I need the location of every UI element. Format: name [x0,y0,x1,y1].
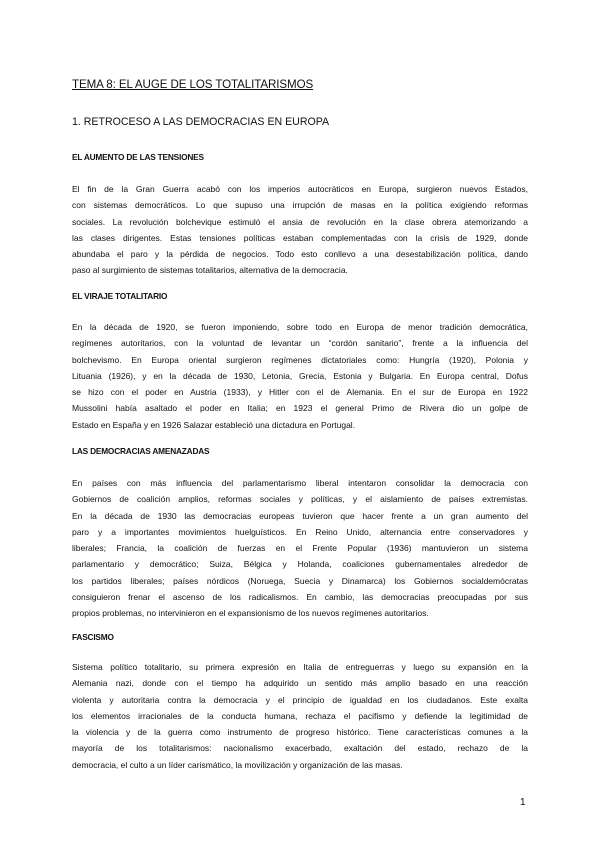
paragraph-line: democracia, el culto a un líder carismático, la movilización y organización de las masas. [72,759,403,770]
subheading-aumento-tensiones: EL AUMENTO DE LAS TENSIONES [72,152,204,162]
paragraph-line: Sistema político totalitario, su primera expresión en Italia de entreguerras y luego su expansión en la [72,662,528,672]
subheading-fascismo: FASCISMO [72,632,114,642]
paragraph-line: Estado en España y en 1926 Salazar estableció una dictadura en Portugal. [72,419,356,430]
paragraph-line: paso al surgimiento de sistemas totalitarios, alternativa de la democracia. [72,265,348,276]
paragraph-line: parlamentario y democrático; Suiza, Bélgica y Holanda, coaliciones gubernamentales alrededor de [72,559,528,570]
paragraph-viraje-totalitario [72,319,528,433]
paragraph-line: Gobiernos de coalición amplios, reformas sociales y políticas, y el aislamiento de países extremistas. [72,494,528,505]
paragraph-line: sociales. La revolución bolchevique estimuló el ansia de revolución en la clase obrera atemorizando a [72,216,528,227]
paragraph-line: Mussolini había asaltado el poder en Italia; en 1923 el general Primo de Rivera dio un golpe de [72,403,528,414]
paragraph-line: regímenes autoritarios, con la voluntad de levantar un “cordón sanitario”, frente a la influencia del [72,338,528,349]
paragraph-line: bolchevismo. En Europa oriental surgieron regímenes dictatoriales como: Hungría (1920), Polonia y [72,354,528,365]
paragraph-aumento-tensiones [72,181,528,279]
paragraph-line: se hizo con el poder en Austria (1933), y Hitler con el de Alemania. En el sur de Europa en 1922 [72,387,528,398]
paragraph-line: los partidos liberales; países nórdicos (Noruega, Suecia y Dinamarca) los Gobiernos socialdemócratas [72,575,528,586]
paragraph-line: Lituania (1926), y en la década de 1930, Letonia, Grecia, Estonia y Bulgaria. En Europa central, Dofus [72,370,528,381]
subheading-viraje-totalitario: EL VIRAJE TOTALITARIO [72,291,168,301]
paragraph-line: El fin de la Gran Guerra acabó con los imperios autocráticos en Europa, surgieron nuevos Estados, [72,184,528,194]
paragraph-line: En la década de 1920, se fueron imponiendo, sobre todo en Europa de menor tradición democrática, [72,322,528,332]
paragraph-line: Alemania nazi, donde con el tiempo ha adquirido un sentido más amplio basado en una reacción [72,678,528,689]
subheading-democracias-amenazadas: LAS DEMOCRACIAS AMENAZADAS [72,446,210,456]
paragraph-line: violenta y autoritaria contra la democracia y el principio de igualdad en los ciudadanos. Este exalta [72,694,528,705]
paragraph-fascismo [72,659,528,773]
paragraph-line: consiguieron frenar el ascenso de los radicalismos. En cambio, las democracias preocupadas por sus [72,592,528,603]
paragraph-line: abundaba el paro y la pérdida de negocios. Todo esto conllevo a una desestabilización política, dando [72,249,528,260]
paragraph-line: liberales; Francia, la coalición de fuerzas en el Frente Popular (1936) mantuvieron un sistema [72,543,528,554]
paragraph-line: las clases dirigentes. Estas tensiones políticas estaban complementadas con la crisis de 1929, donde [72,232,528,243]
section-heading: 1. RETROCESO A LAS DEMOCRACIAS EN EUROPA [72,116,330,128]
paragraph-line: los elementos irracionales de la conducta humana, rechaza el pacifismo y defiende la legitimidad de [72,710,528,721]
paragraph-line: En países con más influencia del parlamentarismo liberal intentaron consolidar la democracia con [72,478,528,488]
document-title: TEMA 8: EL AUGE DE LOS TOTALITARISMOS [72,78,314,91]
paragraph-line: paro y a importantes movimientos huelguísticos. En Reino Unido, alternancia entre conservadores y [72,526,528,537]
page-number: 1 [520,797,526,808]
paragraph-line: la violencia y de la guerra como instrumento de progreso histórico. Tiene características comunes a la [72,727,528,738]
paragraph-line: propios problemas, no intervinieron en el expansionismo de los nuevos regímenes autoritarios. [72,608,429,619]
paragraph-line: mayoría de los totalitarismos: nacionalismo exacerbado, exaltación del estado, rechazo de la [72,743,528,754]
paragraph-line: con sistemas democráticos. Lo que supuso una irrupción de masas en la política exigiendo reformas [72,200,528,211]
paragraph-democracias-amenazadas [72,475,528,622]
paragraph-line: En la década de 1930 las democracias europeas tuvieron que hacer frente a un gran aumento del [72,510,528,521]
